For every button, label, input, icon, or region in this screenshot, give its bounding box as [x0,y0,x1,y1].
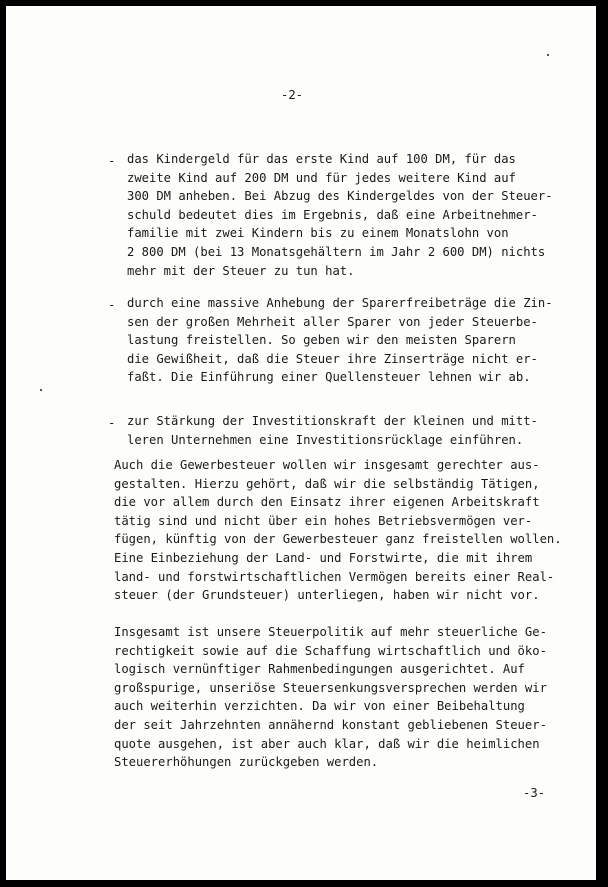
paragraph-line: Eine Einbeziehung der Land- und Forstwirte, die mit ihrem [114,551,533,565]
bullet-line: lastung freistellen. So geben wir den meisten Sparern [127,333,516,348]
paragraph-line: Auch die Gewerbesteuer wollen wir insgesamt gerechter aus- [114,458,540,472]
paragraph-line: quote ausgehen, ist aber auch klar, daß wir die heimlichen [114,736,540,751]
paragraph-line: fügen, künftig von der Gewerbesteuer ganz freistellen wollen. [114,532,562,547]
paragraph-line: gestalten. Hierzu gehört, daß wir die selbständig Tätigen, [114,476,540,491]
bullet-line: mehr mit der Steuer zu tun hat. [127,263,355,278]
scan-speck [547,54,549,56]
bullet-line: familie mit zwei Kindern bis zu einem Monatslohn von [127,226,509,241]
paragraph-line: der seit Jahrzehnten annähernd konstant gebliebenen Steuer- [114,718,547,732]
bullet-line: 300 DM anheben. Bei Abzug des Kindergeldes von der Steuer- [127,189,553,204]
bullet-line: durch eine massive Anhebung der Sparerfreibeträge die Zin- [127,296,553,310]
bullet-line: leren Unternehmen eine Investitionsrücklage einführen. [127,432,524,447]
page-number-bottom: -3- [523,786,546,800]
paragraph-line: die vor allem durch den Einsatz ihrer eigenen Arbeitskraft [114,495,540,510]
bullet-line: schuld bedeutet dies im Ergebnis, daß eine Arbeitnehmer- [127,207,538,222]
bullet-line: das Kindergeld für das erste Kind auf 100 DM, für das [127,152,516,166]
document-page [6,6,596,880]
paragraph-line: Insgesamt ist unsere Steuerpolitik auf mehr steuerliche Ge- [114,625,547,639]
bullet-line: zur Stärkung der Investitionskraft der kleinen und mitt- [127,414,538,428]
paragraph-line: tätig sind und nicht über ein hohes Betriebsvermögen ver- [114,513,533,528]
scan-speck [40,389,42,391]
bullet-marker: - [108,298,116,312]
bullet-line: faßt. Die Einführung einer Quellensteuer lehnen wir ab. [127,370,531,385]
paragraph-line: großspurige, unseriöse Steuersenkungsversprechen werden wir [114,680,547,695]
bullet-line: 2 800 DM (bei 13 Monatsgehältern im Jahr 2 600 DM) nichts [127,245,546,259]
bullet-line: die Gewißheit, daß die Steuer ihre Zinserträge nicht er- [127,351,538,366]
paragraph-line: logisch vernünftiger Rahmenbedingungen ausgerichtet. Auf [114,662,525,677]
bullet-marker: - [108,416,116,430]
bullet-line: sen der großen Mehrheit aller Sparer von jeder Steuerbe- [127,314,538,329]
paragraph-line: land- und forstwirtschaftlichen Vermögen bereits einer Real- [114,569,555,584]
paragraph-line: steuer (der Grundsteuer) unterliegen, haben wir nicht vor. [114,588,540,603]
paragraph-line: auch weiterhin verzichten. Da wir von einer Beibehaltung [114,699,525,714]
bullet-marker: - [108,154,116,168]
paragraph-line: rechtigkeit sowie auf die Schaffung wirtschaftlich und öko- [114,643,547,658]
bullet-line: zweite Kind auf 200 DM und für jedes weitere Kind auf [127,170,516,185]
page-number-top: -2- [281,88,304,102]
paragraph-line: Steuererhöhungen zurückgeben werden. [114,755,379,770]
